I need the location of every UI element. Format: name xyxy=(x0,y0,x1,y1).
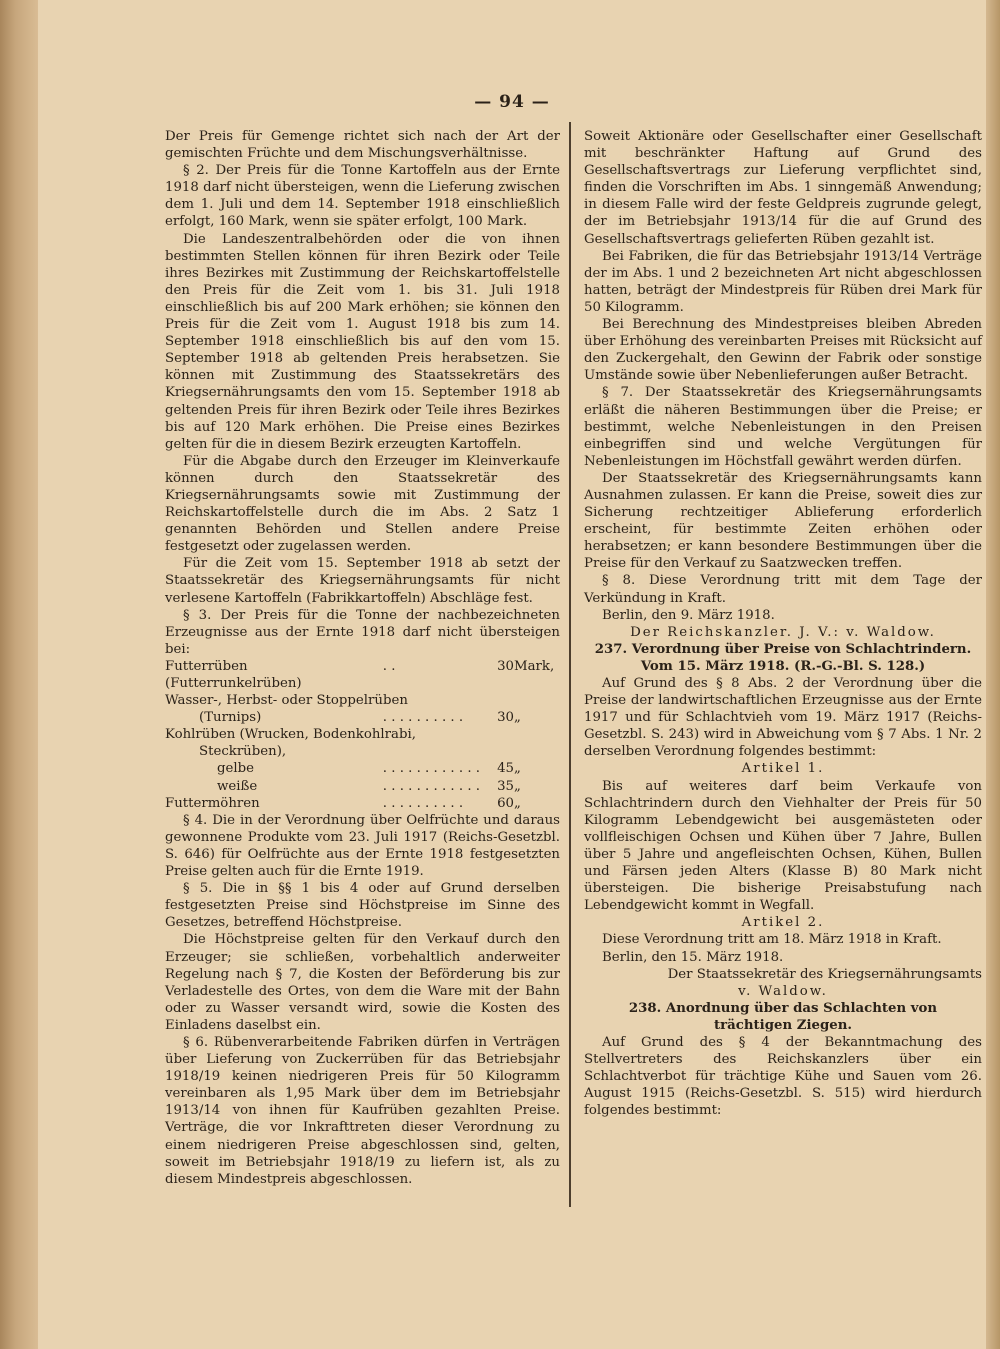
paragraph: § 3. Der Preis für die Tonne der nachbezeichneten Erzeugnisse aus der Ernte 1918 darf nicht übersteigen bei: xyxy=(165,607,560,657)
price-row xyxy=(165,743,560,760)
paragraph: Diese Verordnung tritt am 18. März 1918 in Kraft. xyxy=(602,932,942,948)
paragraph: § 6. Rübenverarbeitende Fabriken dürfen in Verträgen über Lieferung von Zuckerrüben für das Betriebsjahr 1918/19 keinen niedrigeren Preis für 50 Kilogramm vereinbaren als 1,95 Mark über dem im Betriebsjahr 1913/14 von ihnen für Kaufrüben gezahlten Preise. Verträge, die vor Inkrafttreten dieser Verordnung zu einem niedrigeren Preise abgeschlossen sind, gelten, soweit im Betriebsjahr 1918/19 zu liefern ist, als zu diesem Mindestpreis abgeschlossen. xyxy=(165,1034,560,1187)
document-page xyxy=(38,0,986,1349)
paragraph: Bei Fabriken, die für das Betriebsjahr 1913/14 Verträge der im Abs. 1 und 2 bezeichneten Art nicht abgeschlossen hatten, beträgt der Mindestpreis für Rüben drei Mark für 50 Kilogramm. xyxy=(584,248,982,315)
paragraph: § 4. Die in der Verordnung über Oelfrüchte und daraus gewonnene Produkte vom 23. Juli 1917 (Reichs-Gesetzbl. S. 646) für Oelfrüchte aus der Ernte 1918 festgesetzten Preise gelten auch für die Ernte 1919. xyxy=(165,812,560,880)
price-table xyxy=(165,658,560,812)
price-row xyxy=(165,778,560,795)
price-unit: „ xyxy=(514,778,521,794)
price-row xyxy=(165,795,560,812)
price-unit: „ xyxy=(514,710,521,726)
signature: Der Reichskanzler. J. V.: v. Waldow. xyxy=(630,624,936,640)
article-heading: Artikel 1. xyxy=(741,761,825,777)
section-date-237: Vom 15. März 1918. (R.-G.-Bl. S. 128.) xyxy=(640,658,926,674)
paragraph: Die Höchstpreise gelten für den Verkauf durch den Erzeuger; sie schließen, vorbehaltlich anderweiter Regelung nach § 7, die Kosten der Beförderung bis zur Verladestelle des Ortes, von dem die Ware mit der Bahn oder zu Wasser versandt wird, sowie die Kosten des Einladens daselbst ein. xyxy=(165,932,560,1033)
price-unit: „ xyxy=(514,761,521,777)
paragraph: Für die Zeit vom 15. September 1918 ab setzt der Staatssekretär des Kriegsernährungsamts für nicht verlesene Kartoffeln (Fabrikkartoffeln) Abschläge fest. xyxy=(165,556,560,606)
page-number: — 94 — xyxy=(474,92,550,112)
price-item: gelbe xyxy=(217,761,255,777)
date-line: Berlin, den 9. März 1918. xyxy=(602,607,775,623)
right-column xyxy=(584,128,982,1119)
paragraph: Der Preis für Gemenge richtet sich nach der Art der gemischten Früchte und dem Mischungsverhältnisse. xyxy=(165,129,560,162)
price-item: Kohlrüben (Wrucken, Bodenkohlrabi, xyxy=(165,727,416,743)
paragraph: § 7. Der Staatssekretär des Kriegsernährungsamts erläßt die näheren Bestimmungen über die Preise; er bestimmt, welche Nebenleistungen in den Preisen einbegriffen sind und welche Vergütungen für Nebenleistungen im Höchstfall gewährt werden dürfen. xyxy=(584,385,982,469)
column-divider xyxy=(569,122,571,1207)
price-item: (Turnips) xyxy=(199,710,262,726)
article-heading: Artikel 2. xyxy=(741,915,825,931)
price-value: 60 xyxy=(497,795,514,811)
paragraph: § 2. Der Preis für die Tonne Kartoffeln aus der Ernte 1918 darf nicht übersteigen, wenn die Lieferung zwischen dem 1. Juli und dem 14. September 1918 einschließlich erfolgt, 160 Mark, wenn sie später erfolgt, 100 Mark. xyxy=(165,163,560,230)
section-heading-237: 237. Verordnung über Preise von Schlachtrindern. xyxy=(594,641,972,657)
paragraph: Für die Abgabe durch den Erzeuger im Kleinverkaufe können durch den Staatssekretär des Kriegsernährungsamts sowie mit Zustimmung der Reichskartoffelstelle durch die im Abs. 2 Satz 1 genannten Behörden und Stellen andere Preise festgesetzt oder zugelassen werden. xyxy=(165,453,560,555)
price-item: Futterrüben (Futterrunkelrüben) xyxy=(165,658,302,691)
price-row xyxy=(165,760,560,777)
paragraph: Die Landeszentralbehörden oder die von ihnen bestimmten Stellen können für ihren Bezirk oder Teile ihres Bezirkes mit Zustimmung der Reichskartoffelstelle den Preis für die Zeit vom 1. bis 31. Juli 1918 einschließlich bis auf 200 Mark erhöhen; sie können den Preis für die Zeit vom 1. August 1918 bis zum 14. September 1918 einschließlich bis auf den vom 15. September 1918 ab geltenden Preis herabsetzen. Sie können mit Zustimmung des Staatssekretärs des Kriegsernährungsamts den vom 15. September 1918 ab geltenden Preis für ihren Bezirk oder Teile ihres Bezirkes bis auf 120 Mark erhöhen. Die Preise eines Bezirkes gelten für die in diesem Bezirk erzeugten Kartoffeln. xyxy=(165,231,560,452)
leader-dots: . . . . . . . . . . xyxy=(382,710,464,726)
price-unit: „ xyxy=(514,795,521,811)
price-value: 30 xyxy=(497,658,514,674)
paragraph: Soweit Aktionäre oder Gesellschafter einer Gesellschaft mit beschränkter Haftung auf Grund des Gesellschaftsvertrags zur Lieferung verpflichtet sind, finden die Vorschriften im Abs. 1 sinngemäß Anwendung; in diesem Falle wird der feste Geldpreis zugrunde gelegt, der im Betriebsjahr 1913/14 für die auf Grund des Gesellschaftsvertrags gelieferten Rüben gezahlt ist. xyxy=(584,129,982,247)
leader-dots: . . xyxy=(382,658,396,674)
price-unit: Mark, xyxy=(514,658,555,674)
leader-dots: . . . . . . . . . . xyxy=(382,795,464,811)
price-value: 30 xyxy=(497,710,514,726)
page-edge xyxy=(986,0,1000,1349)
signature: v. Waldow. xyxy=(738,983,828,999)
price-row xyxy=(165,692,560,709)
price-item: Steckrüben), xyxy=(199,744,287,760)
paragraph: § 5. Die in §§ 1 bis 4 oder auf Grund derselben festgesetzten Preise sind Höchstpreise im Sinne des Gesetzes, betreffend Höchstpreise. xyxy=(165,881,560,931)
signature-title: Der Staatssekretär des Kriegsernährungsamts xyxy=(667,966,982,982)
section-heading-238: 238. Anordnung über das Schlachten von xyxy=(628,1000,938,1016)
paragraph: Der Staatssekretär des Kriegsernährungsamts kann Ausnahmen zulassen. Er kann die Preise, soweit dies zur Sicherung rechtzeitiger Ablieferung erforderlich erscheint, für bestimmte Zeiten erhöhen oder herabsetzen; er kann besondere Bestimmungen über die Preise für den Verkauf zu Saatzwecken treffen. xyxy=(584,470,982,572)
price-row xyxy=(165,726,560,743)
price-value: 35 xyxy=(497,778,514,794)
leader-dots: . . . . . . . . . . . . xyxy=(382,761,480,777)
paragraph: Bei Berechnung des Mindestpreises bleiben Abreden über Erhöhung des vereinbarten Preises mit Rücksicht auf den Zuckergehalt, den Gewinn der Fabrik oder sonstige Umstände sowie über Nebenlieferungen außer Betracht. xyxy=(584,317,982,384)
price-item: weiße xyxy=(217,778,258,794)
leader-dots: . . . . . . . . . . . . xyxy=(382,778,480,794)
date-line: Berlin, den 15. März 1918. xyxy=(602,949,784,965)
price-value: 45 xyxy=(497,761,514,777)
price-row xyxy=(165,658,560,692)
price-item: Wasser-, Herbst- oder Stoppelrüben xyxy=(165,693,408,709)
left-column xyxy=(165,128,560,1188)
paragraph: Bis auf weiteres darf beim Verkaufe von Schlachtrindern durch den Viehhalter der Preis für 50 Kilogramm Lebendgewicht bei ausgemästeten oder vollfleischigen Ochsen und Kühen über 7 Jahre, Bullen über 5 Jahre und angefleischten Ochsen, Kühen, Bullen und Färsen jeden Alters (Klasse B) 80 Mark nicht übersteigen. Die bisherige Preisabstufung nach Lebendgewicht kommt in Wegfall. xyxy=(584,778,982,914)
section-heading-238-cont: trächtigen Ziegen. xyxy=(713,1017,853,1033)
paragraph: Auf Grund des § 4 der Bekanntmachung des Stellvertreters des Reichskanzlers über ein Schlachtverbot für trächtige Kühe und Sauen vom 26. August 1915 (Reichs-Gesetzbl. S. 515) wird hierdurch folgendes bestimmt: xyxy=(584,1034,982,1119)
price-row xyxy=(165,709,560,726)
book-spine xyxy=(0,0,38,1349)
price-item: Futtermöhren xyxy=(165,795,260,811)
paragraph: Auf Grund des § 8 Abs. 2 der Verordnung über die Preise der landwirtschaftlichen Erzeugnisse aus der Ernte 1917 und für Schlachtvieh vom 19. März 1917 (Reichs-Gesetzbl. S. 243) wird in Abweichung vom § 7 Abs. 1 Nr. 2 derselben Verordnung folgendes bestimmt: xyxy=(584,676,982,760)
paragraph: § 8. Diese Verordnung tritt mit dem Tage der Verkündung in Kraft. xyxy=(584,573,982,606)
